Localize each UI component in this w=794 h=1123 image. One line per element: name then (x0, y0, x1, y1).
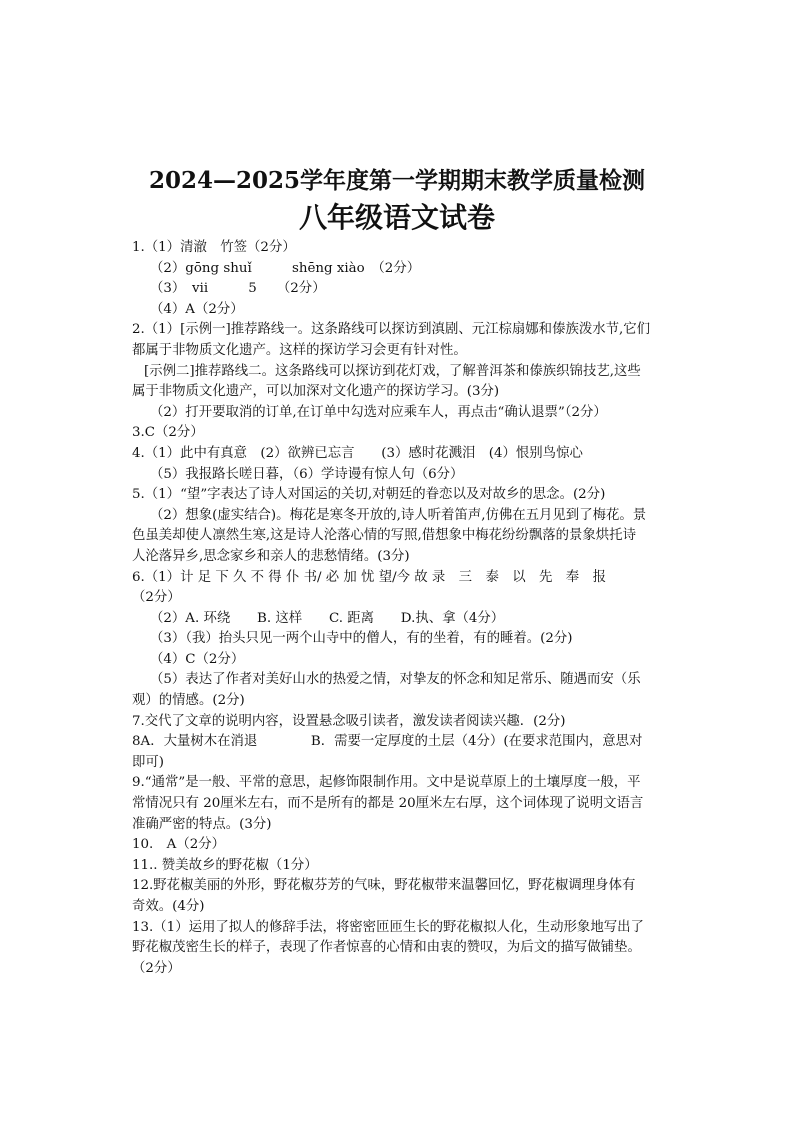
answer-line: 7.交代了文章的说明内容，设置悬念吸引读者，激发读者阅读兴趣．(2分) (132, 713, 566, 729)
answer-line: 10. A（2分） (132, 837, 226, 853)
answer-line: 8A．大量树木在消退 B．需要一定厚度的土层（4分）(在要求范围内，意思对 (132, 734, 643, 750)
answer-line: 13.（1）运用了拟人的修辞手法，将密密匝匝生长的野花椒拟人化，生动形象地写出了 (132, 919, 644, 935)
answer-line: 色虽美却使人凛然生寒,这是诗人沦落心情的写照,借想象中梅花纷纷飘落的景象烘托诗 (132, 528, 636, 544)
answer-line: 属于非物质文化遗产，可以加深对文化遗产的探访学习。(3分) (132, 384, 500, 400)
answer-line: 都属于非物质文化遗产。这样的探访学习会更有针对性。 (132, 342, 467, 358)
answer-line: 常情况只有 20厘米左右，而不是所有的都是 20厘米左右厚，这个词体现了说明文语言 (132, 796, 644, 812)
answer-line: 3.C（2分） (132, 425, 204, 441)
answer-line: 4.（1）此中有真意 (2）欲辨已忘言 (3）感时花溅泪 (4）恨别鸟惊心 (132, 445, 583, 461)
answer-line: （2）A. 环绕 B. 这样 C. 距离 D.执、拿（4分） (150, 610, 505, 626)
answer-line: （2分） (132, 590, 181, 606)
answer-line: 5.（1）“望”字表达了诗人对国运的关切,对朝廷的眷恋以及对故乡的思念。(2分) (132, 487, 606, 503)
answer-line: （4）A（2分） (150, 301, 244, 317)
answer-line: 人沦落异乡,思念家乡和亲人的悲愁情绪。(3分) (132, 548, 410, 564)
page-subtitle: 八年级语文试卷 (298, 201, 495, 234)
answer-line: 准确严密的特点。(3分) (132, 816, 272, 832)
answer-line: 1.（1）清澈 竹签（2分） (132, 240, 296, 255)
answer-line: （5）我报路长嗟日暮，（6）学诗谩有惊人句（6分） (150, 466, 464, 482)
answer-line: 奇效。(4分) (132, 899, 205, 914)
answer-line: 6.（1）计 足 下 久 不 得 仆 书/ 必 加 忧 望/今 故 录 三 泰 以 先 奉 报 (132, 569, 606, 585)
answer-line: 12.野花椒美丽的外形，野花椒芬芳的气味，野花椒带来温馨回忆，野花椒调理身体有 (132, 878, 636, 894)
answer-line: 9.“通常”是一般、平常的意思，起修饰限制作用。文中是说草原上的土壤厚度一般，平 (132, 775, 641, 791)
answer-line: （2）想象(虚实结合)。梅花是寒冬开放的,诗人听着笛声,仿佛在五月见到了梅花。景 (150, 507, 647, 523)
answer-line: 野花椒茂密生长的样子，表现了作者惊喜的心情和由衷的赞叹，为后文的描写做铺垫。 (132, 940, 641, 956)
answer-line: （4）C（2分） (150, 651, 245, 667)
answer-line: [示例二]推荐路线二。这条路线可以探访到花灯戏，了解普洱茶和傣族织锦技艺,这些 (144, 363, 641, 379)
answer-line: 观）的情感。(2分) (132, 693, 245, 709)
answer-line: 11.. 赞美故乡的野花椒（1分） (132, 857, 318, 873)
answer-content (132, 238, 662, 979)
answer-line: （5）表达了作者对美好山水的热爱之情，对挚友的怀念和知足常乐、随遇而安（乐 (150, 672, 641, 688)
answer-line: 即可) (132, 754, 165, 770)
answer-line: （3） ⅶ 5 （2分） (150, 281, 326, 297)
answer-line: （2分） (132, 960, 181, 976)
answer-line: （3）（我）抬头只见一两个山寺中的僧人，有的坐着，有的睡着。(2分) (150, 631, 573, 647)
answer-line: （2）打开要取消的订单,在订单中勾选对应乘车人，再点击“确认退票”（2分） (150, 404, 607, 420)
page-title: 2024—2025学年度第一学期期末教学质量检测 (148, 167, 646, 194)
answer-line: （2）gōng shuǐ shēng xiào （2分） (150, 260, 421, 276)
answer-line: 2.（1）[示例一]推荐路线一。这条路线可以探访到滇剧、元江棕扇娜和傣族泼水节,它们 (132, 322, 651, 338)
